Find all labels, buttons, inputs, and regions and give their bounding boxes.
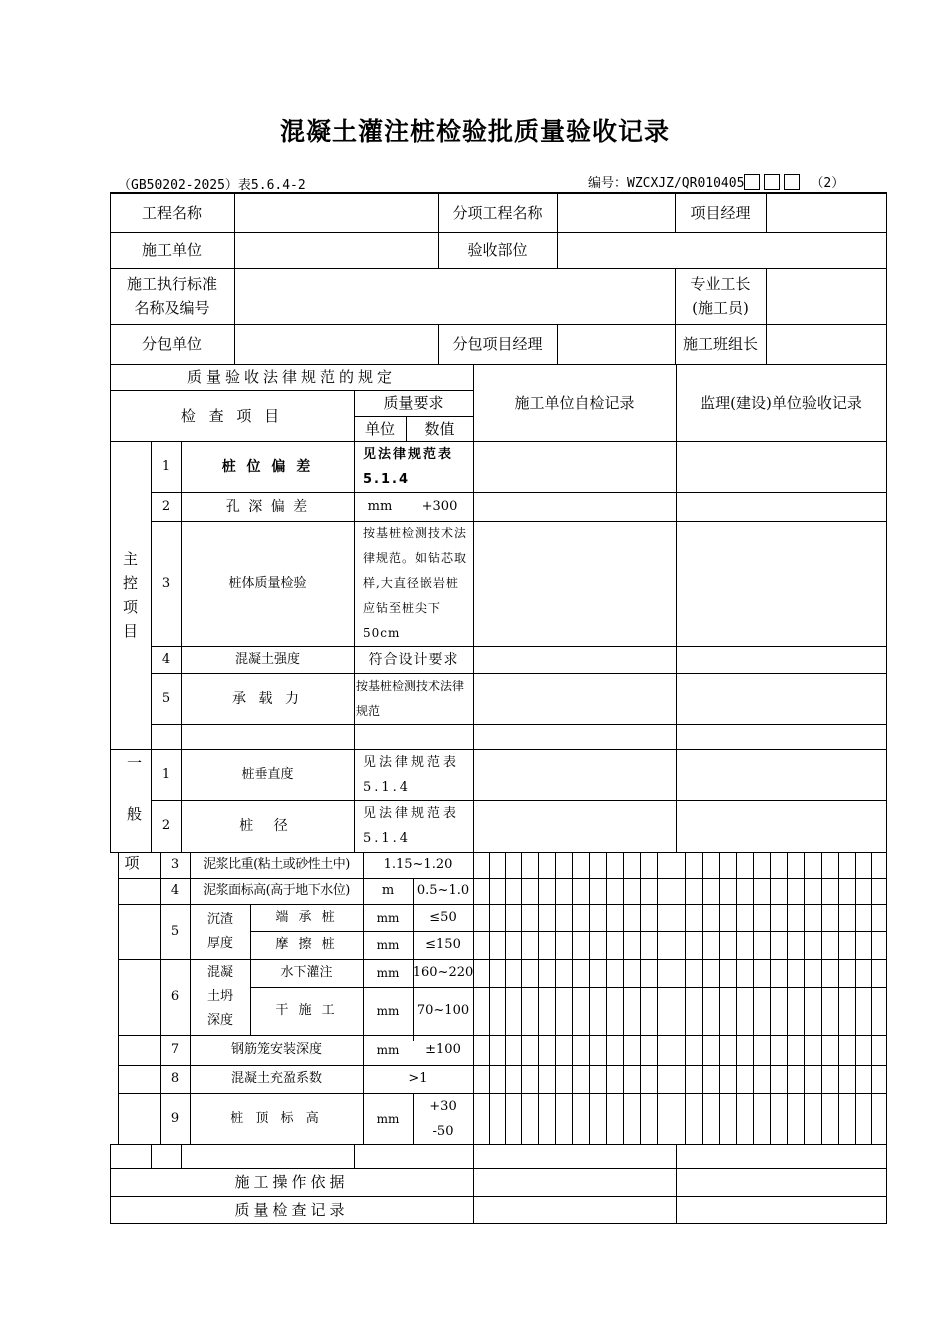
unit-heading: 单位 [364,419,395,438]
general-item-7-name: 钢筋笼安装深度 [230,1042,322,1057]
main-item-1-req: 见法律规范表5.1.4 [363,446,454,487]
label-acceptance-part: 验收部位 [467,241,528,259]
label-subcontractor: 分包单位 [141,335,202,353]
self-check-heading: 施工单位自检记录 [514,393,635,412]
general-group-char-3: 项 [124,854,140,872]
construction-basis-supervision-field[interactable] [676,1168,886,1196]
general-item-6-sub1-unit: mm [376,966,400,980]
general-item-5-sub2-unit: mm [376,938,400,952]
quality-req-heading: 质量要求 [383,394,444,412]
general-item-9-value: +30 -50 [429,1098,457,1139]
general-item-1-name: 桩垂直度 [241,766,294,782]
standard-field[interactable] [235,268,675,324]
main-item-4-no: 4 [161,651,171,667]
general-item-6-sub2-value: 70~100 [416,1003,470,1018]
main-item-3-name: 桩体质量检验 [228,575,307,591]
general-item-1-req: 见法律规范表5.1.4 [363,754,460,795]
quality-check-record-label: 质量检查记录 [234,1201,349,1219]
general-item-5-sub2-name: 摩 擦 桩 [275,937,338,952]
general-item-5-sub1-value: ≤50 [429,909,457,925]
team-leader-field[interactable] [767,324,886,364]
main-item-4-name: 混凝土强度 [234,651,300,667]
label-sub-project: 分项工程名称 [452,204,543,222]
main-control-group-label: 主 控 项 目 [122,550,138,640]
project-name-field[interactable] [235,193,438,233]
main-item-2-no: 2 [161,498,171,514]
main-item-5-name: 承 载 力 [232,690,303,707]
general-item-6-sub1-value: 160~220 [412,965,474,980]
main-item-5-req: 按基桩检测技术法律规范 [356,678,465,718]
general-item-9-name: 桩 顶 标 高 [230,1110,323,1126]
general-item-5-no: 5 [170,923,180,939]
general-item-3-name: 泥浆比重(粘土或砂性土中) [203,857,350,872]
document-number [588,172,844,191]
quality-check-supervision-field[interactable] [676,1196,886,1224]
general-group-char-1: 一 [126,754,142,772]
general-item-5-sub2-value: ≤150 [425,937,461,952]
subcontractor-field[interactable] [235,324,438,364]
acceptance-part-field[interactable] [558,232,886,268]
number-box-1[interactable] [744,174,760,190]
number-label: 编号：WZCXJZ/QR010405 [588,176,745,191]
construction-basis-label: 施工操作依据 [234,1173,349,1191]
main-item-2-unit: mm [367,498,393,514]
general-item-6-name: 混凝 土坍 深度 [206,965,233,1028]
main-item-2-name: 孔 深 偏 差 [225,498,310,515]
label-project-manager: 项目经理 [690,204,751,222]
general-item-2-req: 见法律规范表5.1.4 [363,806,460,846]
general-item-7-no: 7 [170,1042,180,1057]
main-item-4-req: 符合设计要求 [368,651,459,668]
general-group-char-2: 般 [126,805,142,823]
general-item-4-value: 0.5~1.0 [416,883,470,898]
main-item-1-no: 1 [161,458,171,474]
general-item-5-sub1-name: 端 承 桩 [275,909,338,925]
general-item-4-unit: m [381,883,395,898]
general-item-6-sub2-unit: mm [376,1004,400,1018]
main-item-3-req: 按基桩检测技术法律规范。如钻芯取样,大直径嵌岩桩应钻至桩尖下50cm [363,526,468,640]
label-team-leader: 施工班组长 [682,335,758,353]
value-heading: 数值 [424,419,455,438]
general-item-5-name: 沉渣 厚度 [206,911,233,951]
supervision-heading: 监理(建设)单位验收记录 [700,393,862,412]
construction-unit-field[interactable] [235,232,438,268]
quality-check-self-field[interactable] [473,1196,676,1224]
general-item-8-value: >1 [408,1071,428,1086]
foreman-field[interactable] [767,268,886,324]
main-item-5-no: 5 [161,690,171,706]
general-item-3-value: 1.15~1.20 [383,857,453,872]
general-item-6-sub1-name: 水下灌注 [280,965,333,980]
inspect-item-heading: 检 查 项 目 [180,406,284,425]
construction-basis-self-field[interactable] [473,1168,676,1196]
standard-code: （GB50202-2025）表5.6.4-2 [118,178,306,193]
general-item-8-no: 8 [170,1071,180,1086]
label-foreman: 专业工长 (施工员) [690,275,751,317]
general-item-4-no: 4 [170,883,180,898]
label-sub-manager: 分包项目经理 [452,335,543,353]
main-item-1-name: 桩 位 偏 差 [221,458,314,475]
general-item-1-no: 1 [161,766,171,782]
general-item-4-name: 泥浆面标高(高于地下水位) [203,883,350,898]
sub-project-field[interactable] [558,193,675,233]
spec-heading: 质量验收法律规范的规定 [186,368,396,386]
general-item-7-value: ±100 [425,1042,461,1057]
label-project-name: 工程名称 [141,204,202,222]
general-item-9-no: 9 [170,1110,180,1126]
general-item-9-unit: mm [376,1111,400,1126]
general-item-6-sub2-name: 干 施 工 [275,1003,338,1018]
general-item-2-name: 桩 径 [239,818,296,834]
label-standard: 施工执行标准 名称及编号 [126,275,217,317]
general-item-6-no: 6 [170,989,180,1004]
general-item-5-sub1-unit: mm [376,910,400,925]
general-item-8-name: 混凝土充盈系数 [230,1071,322,1086]
main-item-3-no: 3 [161,575,171,591]
page-title: 混凝土灌注桩检验批质量验收记录 [279,117,670,146]
sub-manager-field[interactable] [558,324,675,364]
general-item-3-no: 3 [170,857,180,872]
general-item-7-unit: mm [376,1043,400,1057]
general-item-2-no: 2 [161,818,171,833]
label-construction-unit: 施工单位 [141,241,202,259]
number-suffix: （2） [810,176,845,191]
number-box-2[interactable] [764,174,780,190]
number-box-3[interactable] [784,174,800,190]
main-item-2-value: +300 [421,498,458,514]
project-manager-field[interactable] [767,193,886,233]
